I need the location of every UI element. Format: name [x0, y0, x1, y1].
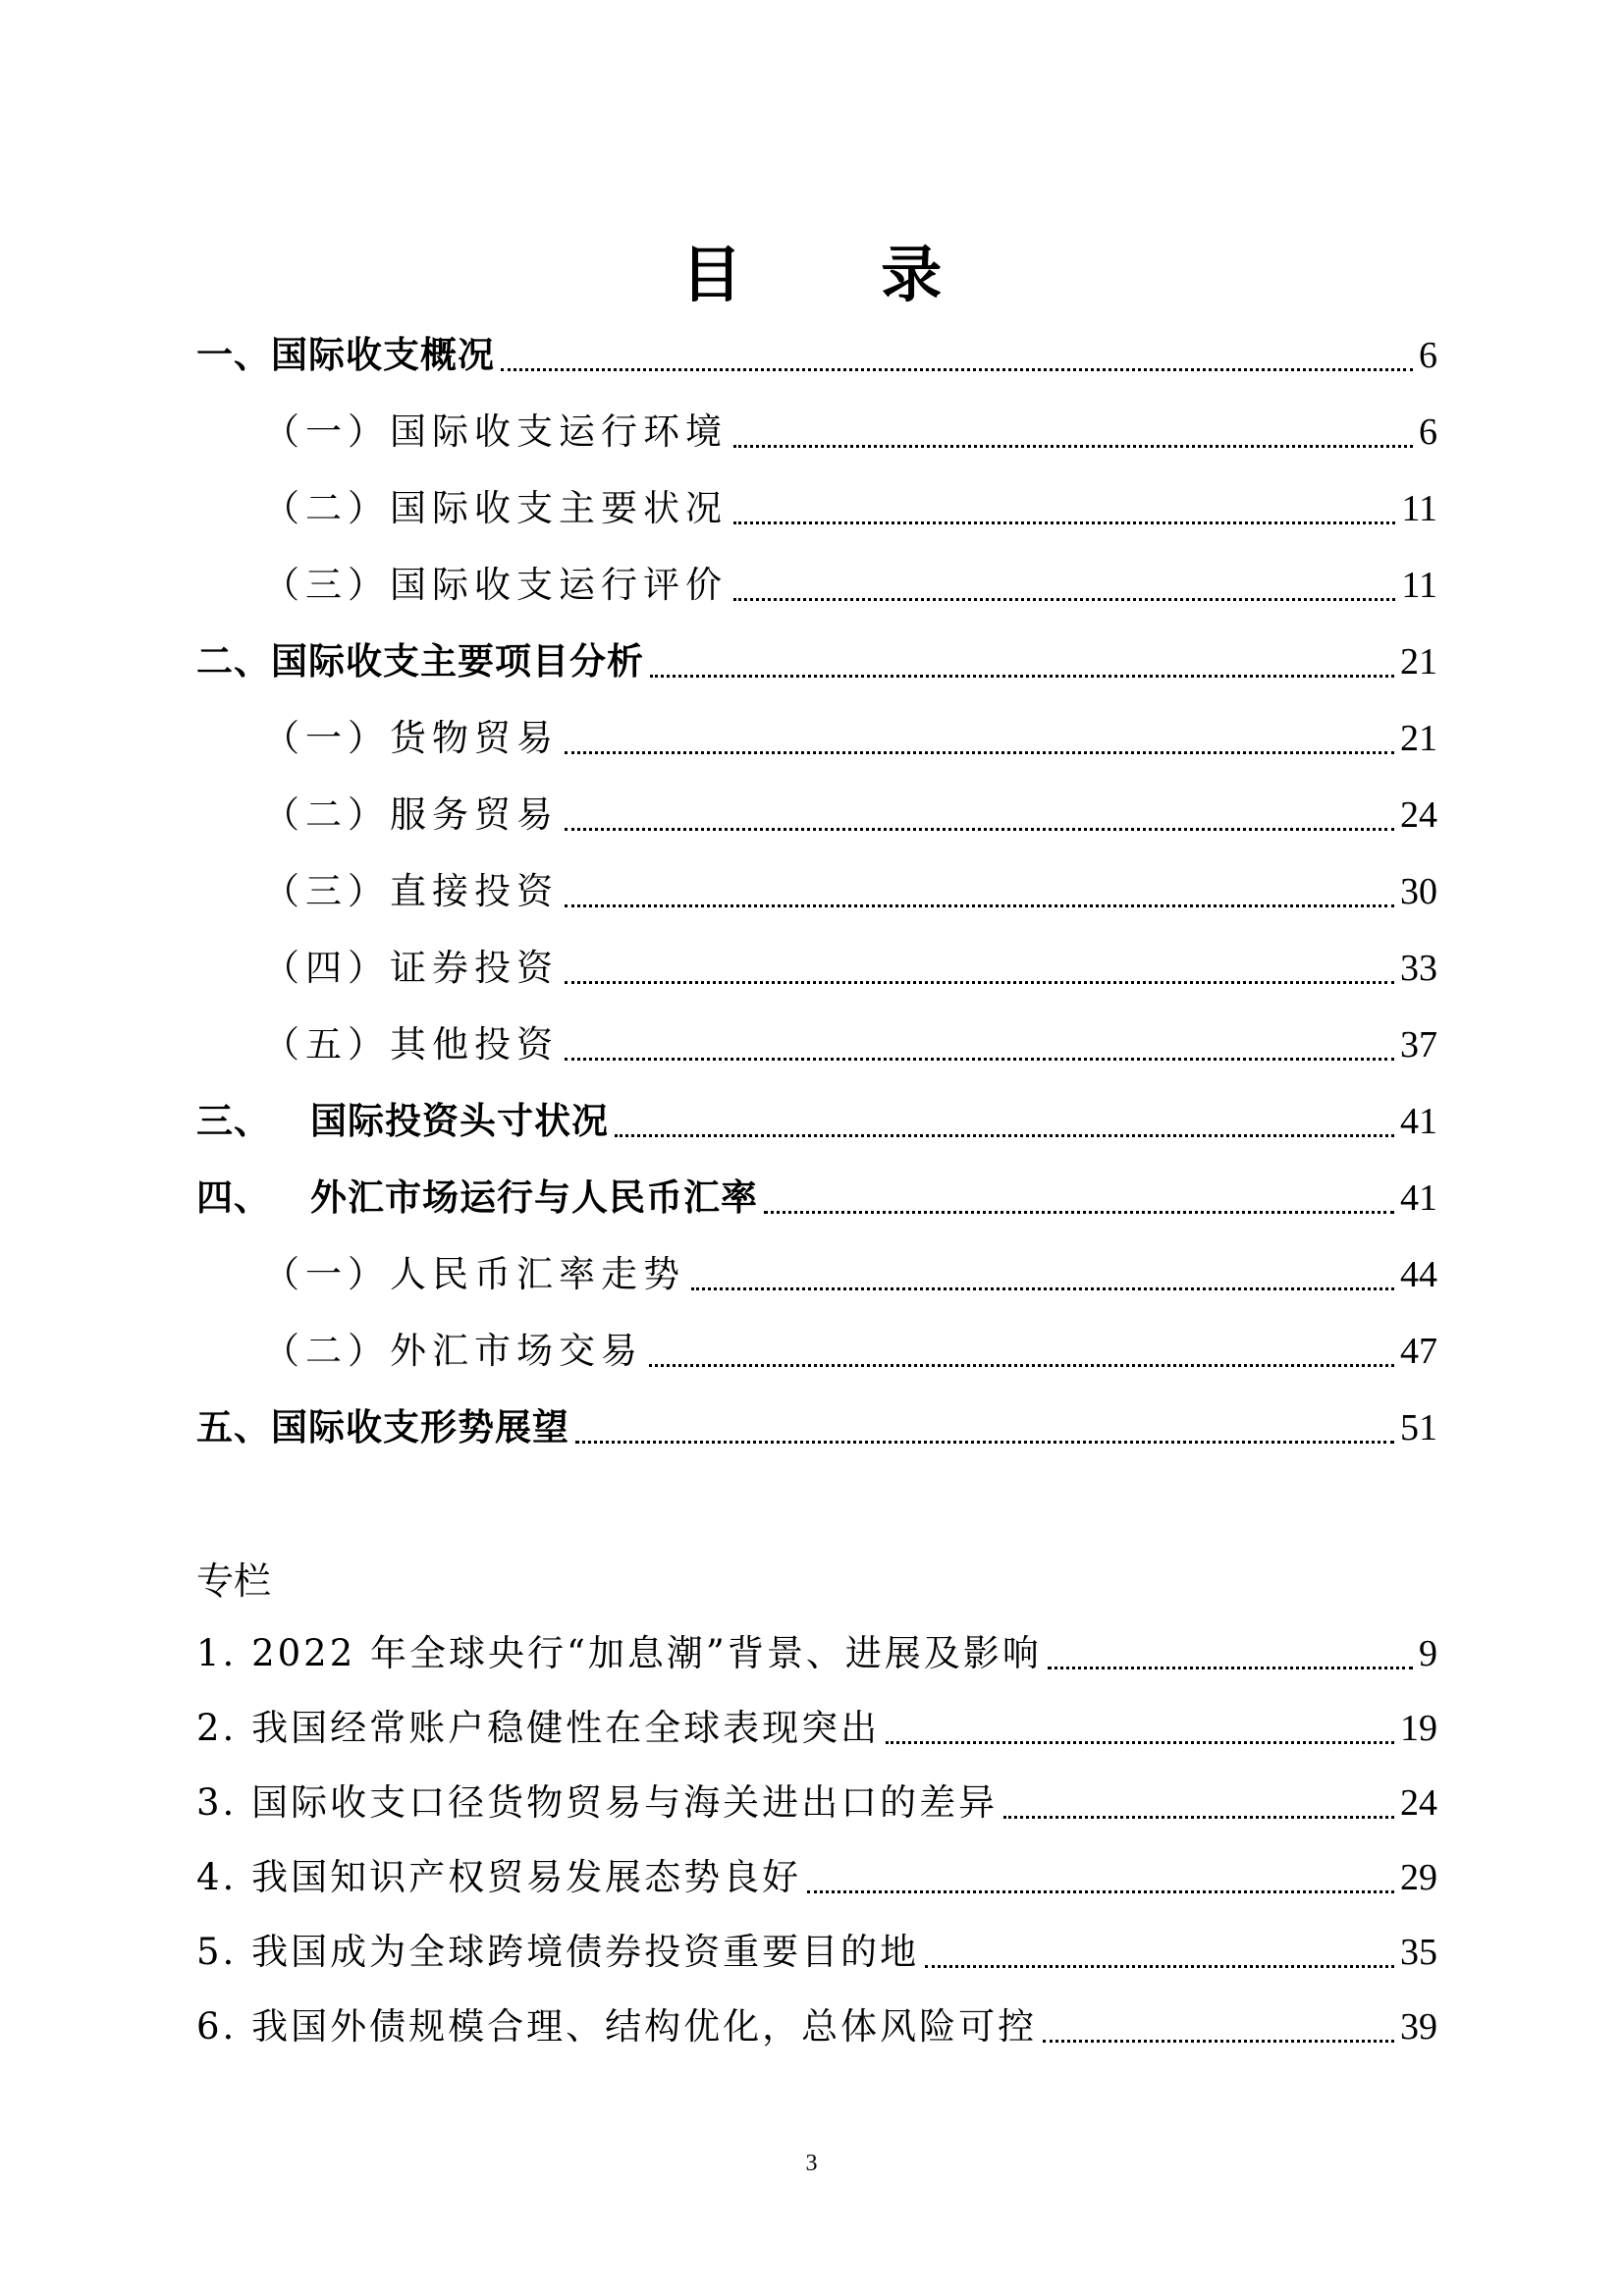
toc-entry-2-3[interactable] — [263, 862, 1437, 921]
toc-entry-label: （三）直接投资 — [263, 870, 559, 912]
toc-leader-dots — [615, 1134, 1394, 1137]
column-entry-6[interactable] — [196, 1997, 1437, 2056]
toc-page-number: 30 — [1400, 871, 1437, 912]
page-title: 目 录 — [680, 239, 1001, 310]
toc-entry-1[interactable] — [196, 326, 1437, 385]
toc-leader-dots — [1043, 2040, 1394, 2043]
toc-entry-label: 四、 外汇市场运行与人民币汇率 — [196, 1176, 758, 1219]
toc-entry-label: （五）其他投资 — [263, 1023, 559, 1066]
toc-leader-dots — [1003, 1816, 1394, 1819]
toc-leader-dots — [565, 904, 1394, 907]
toc-page-number: 6 — [1419, 335, 1437, 376]
toc-page-number: 44 — [1400, 1254, 1437, 1295]
toc-entry-4-1[interactable] — [263, 1245, 1437, 1304]
toc-entry-2-1[interactable] — [263, 709, 1437, 768]
column-entry-1[interactable] — [196, 1624, 1437, 1683]
toc-leader-dots — [565, 828, 1394, 831]
toc-leader-dots — [733, 598, 1395, 601]
toc-leader-dots — [650, 675, 1394, 678]
toc-entry-2-2[interactable] — [263, 786, 1437, 845]
toc-entry-4[interactable] — [196, 1169, 1437, 1228]
toc-leader-dots — [1048, 1667, 1413, 1669]
column-entry-3[interactable] — [196, 1774, 1437, 1832]
toc-page-number: 24 — [1400, 794, 1437, 836]
column-entry-label: 4. 我国知识产权贸易发展态势良好 — [196, 1856, 802, 1898]
column-entry-label: 3. 国际收支口径货物贸易与海关进出口的差异 — [196, 1781, 999, 1824]
toc-leader-dots — [575, 1441, 1394, 1444]
toc-entry-1-2[interactable] — [263, 479, 1437, 538]
toc-entry-label: 五、国际收支形势展望 — [196, 1406, 569, 1449]
toc-leader-dots — [565, 751, 1394, 754]
toc-entry-2-5[interactable] — [263, 1015, 1437, 1074]
columns-heading: 专栏 — [196, 1559, 272, 1603]
toc-entry-label: （一）国际收支运行环境 — [263, 410, 728, 453]
toc-entry-label: （二）国际收支主要状况 — [263, 487, 728, 529]
toc-page-number: 39 — [1400, 2006, 1437, 2048]
toc-leader-dots — [764, 1211, 1394, 1214]
toc-page-number: 11 — [1401, 565, 1437, 606]
toc-entry-label: （四）证券投资 — [263, 947, 559, 989]
toc-entry-2-4[interactable] — [263, 939, 1437, 998]
column-entry-2[interactable] — [196, 1699, 1437, 1758]
toc-leader-dots — [733, 521, 1395, 524]
toc-page-number: 37 — [1400, 1024, 1437, 1066]
toc-page-number: 6 — [1419, 411, 1437, 453]
toc-leader-dots — [565, 1058, 1394, 1061]
toc-entry-label: （一）货物贸易 — [263, 717, 559, 759]
toc-leader-dots — [733, 445, 1413, 448]
toc-entry-1-1[interactable] — [263, 403, 1437, 462]
toc-entry-5[interactable] — [196, 1398, 1437, 1457]
toc-leader-dots — [649, 1364, 1394, 1367]
toc-page-number: 24 — [1400, 1782, 1437, 1824]
column-entry-label: 2. 我国经常账户稳健性在全球表现突出 — [196, 1707, 881, 1749]
toc-page-number: 47 — [1400, 1331, 1437, 1372]
toc-entry-4-2[interactable] — [263, 1322, 1437, 1381]
toc-entry-label: 二、国际收支主要项目分析 — [196, 640, 644, 683]
toc-leader-dots — [886, 1741, 1394, 1744]
toc-entry-label: （二）服务贸易 — [263, 793, 559, 836]
toc-entry-label: 三、 国际投资头寸状况 — [196, 1100, 609, 1142]
toc-entry-3[interactable] — [196, 1092, 1437, 1151]
toc-entry-2[interactable] — [196, 632, 1437, 691]
toc-page-number: 41 — [1400, 1177, 1437, 1219]
column-entry-label: 1. 2022 年全球央行“加息潮”背景、进展及影响 — [196, 1632, 1042, 1674]
toc-entry-label: （一）人民币汇率走势 — [263, 1253, 685, 1295]
toc-leader-dots — [501, 368, 1413, 371]
column-entry-label: 5. 我国成为全球跨境债券投资重要目的地 — [196, 1931, 920, 1973]
toc-page-number: 35 — [1400, 1932, 1437, 1973]
column-entry-label: 6. 我国外债规模合理、结构优化，总体风险可控 — [196, 2005, 1038, 2048]
toc-leader-dots — [807, 1890, 1394, 1893]
toc-leader-dots — [691, 1287, 1394, 1290]
page-number: 3 — [805, 2151, 818, 2176]
toc-entry-label: 一、国际收支概况 — [196, 334, 495, 376]
column-entry-5[interactable] — [196, 1923, 1437, 1982]
toc-page-number: 11 — [1401, 488, 1437, 529]
toc-leader-dots — [565, 981, 1394, 984]
toc-page-number: 19 — [1400, 1708, 1437, 1749]
toc-page-number: 21 — [1400, 718, 1437, 759]
toc-page-number: 41 — [1400, 1101, 1437, 1142]
column-entry-4[interactable] — [196, 1848, 1437, 1907]
toc-page-number: 21 — [1400, 641, 1437, 683]
toc-page-number: 33 — [1400, 948, 1437, 989]
toc-entry-1-3[interactable] — [263, 556, 1437, 615]
toc-entry-label: （三）国际收支运行评价 — [263, 564, 728, 606]
toc-page-number: 9 — [1419, 1633, 1437, 1674]
toc-page-number: 51 — [1400, 1407, 1437, 1449]
toc-leader-dots — [925, 1965, 1394, 1968]
toc-page-number: 29 — [1400, 1857, 1437, 1898]
toc-entry-label: （二）外汇市场交易 — [263, 1330, 643, 1372]
